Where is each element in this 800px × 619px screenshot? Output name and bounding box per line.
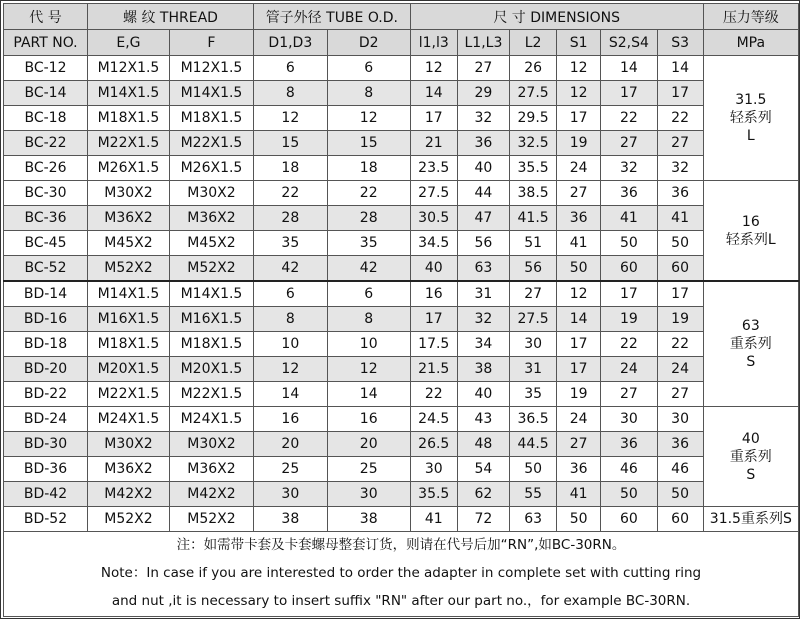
pressure-rating xyxy=(703,181,798,282)
pressure-line: 31.5 xyxy=(735,92,767,108)
cell-l1: 16 xyxy=(410,281,457,307)
cell-s3: 50 xyxy=(657,482,703,507)
cell-s1: 17 xyxy=(557,357,601,382)
dimension-table xyxy=(3,3,799,532)
cell-f: M14X1.5 xyxy=(169,281,253,307)
cell-s3: 22 xyxy=(657,106,703,131)
table-row xyxy=(4,256,799,282)
cell-d2: 12 xyxy=(327,357,410,382)
cell-f: M20X1.5 xyxy=(169,357,253,382)
cell-f: M14X1.5 xyxy=(169,81,253,106)
cell-s3: 17 xyxy=(657,81,703,106)
cell-d1: 12 xyxy=(253,357,327,382)
cell-d1: 30 xyxy=(253,482,327,507)
cell-l2: 41.5 xyxy=(510,206,557,231)
cell-d2: 12 xyxy=(327,106,410,131)
cell-l1: 43 xyxy=(457,407,509,432)
cell-d2: 35 xyxy=(327,231,410,256)
cell-eg: M22X1.5 xyxy=(88,131,170,156)
cell-l2: 36.5 xyxy=(510,407,557,432)
cell-eg: M12X1.5 xyxy=(88,56,170,81)
cell-l1: 23.5 xyxy=(410,156,457,181)
cell-l2: 56 xyxy=(510,256,557,282)
cell-part: BC-52 xyxy=(4,256,88,282)
cell-f: M30X2 xyxy=(169,181,253,206)
cell-l1: 54 xyxy=(457,457,509,482)
header-eg: E,G xyxy=(88,30,170,56)
cell-l1: 17 xyxy=(410,307,457,332)
header-l1l3: l1,l3 xyxy=(410,30,457,56)
pressure-line: 63 xyxy=(741,318,760,334)
cell-l1: 24.5 xyxy=(410,407,457,432)
pressure-rating xyxy=(703,56,798,181)
cell-s3: 22 xyxy=(657,332,703,357)
cell-l2: 27.5 xyxy=(510,81,557,106)
cell-s1: 12 xyxy=(557,56,601,81)
cell-eg: M30X2 xyxy=(88,432,170,457)
cell-s3: 27 xyxy=(657,131,703,156)
cell-l1: 31 xyxy=(457,281,509,307)
cell-s2: 30 xyxy=(601,407,657,432)
table-row xyxy=(4,156,799,181)
cell-part: BC-30 xyxy=(4,181,88,206)
cell-s1: 50 xyxy=(557,507,601,532)
order-note xyxy=(3,531,799,617)
header-mpa: MPa xyxy=(703,30,798,56)
cell-s2: 60 xyxy=(601,256,657,282)
cell-part: BC-12 xyxy=(4,56,88,81)
cell-d1: 6 xyxy=(253,281,327,307)
cell-part: BD-20 xyxy=(4,357,88,382)
cell-l1: 56 xyxy=(457,231,509,256)
cell-part: BD-18 xyxy=(4,332,88,357)
table-row xyxy=(4,56,799,81)
cell-f: M36X2 xyxy=(169,206,253,231)
pressure-rating xyxy=(703,281,798,407)
header-L1L3: L1,L3 xyxy=(457,30,509,56)
header-L2: L2 xyxy=(510,30,557,56)
cell-l1: 35.5 xyxy=(410,482,457,507)
cell-part: BC-26 xyxy=(4,156,88,181)
cell-part: BC-45 xyxy=(4,231,88,256)
header-dimensions: 尺 寸 DIMENSIONS xyxy=(410,4,703,30)
cell-d1: 28 xyxy=(253,206,327,231)
cell-d1: 38 xyxy=(253,507,327,532)
cell-eg: M26X1.5 xyxy=(88,156,170,181)
cell-l1: 40 xyxy=(457,382,509,407)
pressure-line: S xyxy=(746,466,756,483)
cell-f: M30X2 xyxy=(169,432,253,457)
cell-s3: 36 xyxy=(657,181,703,206)
cell-part: BC-36 xyxy=(4,206,88,231)
cell-s2: 27 xyxy=(601,382,657,407)
cell-l1: 26.5 xyxy=(410,432,457,457)
pressure-line: 轻系列 xyxy=(729,110,772,126)
cell-s1: 24 xyxy=(557,156,601,181)
cell-eg: M52X2 xyxy=(88,256,170,282)
cell-d1: 16 xyxy=(253,407,327,432)
cell-l1: 21.5 xyxy=(410,357,457,382)
cell-s2: 22 xyxy=(601,106,657,131)
cell-s3: 36 xyxy=(657,432,703,457)
cell-s2: 14 xyxy=(601,56,657,81)
pressure-line: 轻系列L xyxy=(725,231,776,248)
cell-part: BD-22 xyxy=(4,382,88,407)
cell-d2: 20 xyxy=(327,432,410,457)
table-row xyxy=(4,106,799,131)
cell-l2: 44.5 xyxy=(510,432,557,457)
cell-f: M52X2 xyxy=(169,256,253,282)
cell-s1: 17 xyxy=(557,332,601,357)
cell-l1: 44 xyxy=(457,181,509,206)
cell-s1: 36 xyxy=(557,206,601,231)
cell-s2: 36 xyxy=(601,432,657,457)
cell-l1: 12 xyxy=(410,56,457,81)
table-row xyxy=(4,131,799,156)
cell-s2: 24 xyxy=(601,357,657,382)
cell-d1: 8 xyxy=(253,81,327,106)
cell-l1: 63 xyxy=(457,256,509,282)
table-row xyxy=(4,432,799,457)
cell-f: M18X1.5 xyxy=(169,106,253,131)
cell-d1: 18 xyxy=(253,156,327,181)
table-row xyxy=(4,407,799,432)
cell-s3: 60 xyxy=(657,507,703,532)
cell-d1: 15 xyxy=(253,131,327,156)
cell-part: BD-24 xyxy=(4,407,88,432)
cell-part: BD-36 xyxy=(4,457,88,482)
cell-l2: 50 xyxy=(510,457,557,482)
cell-l1: 27.5 xyxy=(410,181,457,206)
cell-l1: 30.5 xyxy=(410,206,457,231)
cell-d1: 22 xyxy=(253,181,327,206)
cell-f: M24X1.5 xyxy=(169,407,253,432)
cell-f: M16X1.5 xyxy=(169,307,253,332)
cell-s2: 46 xyxy=(601,457,657,482)
cell-s1: 27 xyxy=(557,432,601,457)
header-d2: D2 xyxy=(327,30,410,56)
cell-d2: 22 xyxy=(327,181,410,206)
header-f: F xyxy=(169,30,253,56)
cell-d2: 6 xyxy=(327,281,410,307)
pressure-line: 重系列 xyxy=(729,448,772,465)
cell-d2: 25 xyxy=(327,457,410,482)
cell-s1: 36 xyxy=(557,457,601,482)
cell-s2: 17 xyxy=(601,281,657,307)
cell-f: M26X1.5 xyxy=(169,156,253,181)
cell-s2: 19 xyxy=(601,307,657,332)
header-part-no: PART NO. xyxy=(4,30,88,56)
cell-d2: 8 xyxy=(327,81,410,106)
table-row xyxy=(4,332,799,357)
cell-part: BD-52 xyxy=(4,507,88,532)
cell-s1: 41 xyxy=(557,231,601,256)
cell-l2: 27.5 xyxy=(510,307,557,332)
cell-l2: 55 xyxy=(510,482,557,507)
cell-d2: 8 xyxy=(327,307,410,332)
cell-l1: 34.5 xyxy=(410,231,457,256)
header-thread: 螺 纹 THREAD xyxy=(88,4,254,30)
cell-l1: 40 xyxy=(410,256,457,282)
cell-eg: M45X2 xyxy=(88,231,170,256)
cell-s3: 17 xyxy=(657,281,703,307)
cell-eg: M30X2 xyxy=(88,181,170,206)
table-header xyxy=(4,4,799,56)
table-row xyxy=(4,81,799,106)
cell-l2: 35.5 xyxy=(510,156,557,181)
cell-s1: 24 xyxy=(557,407,601,432)
cell-s1: 14 xyxy=(557,307,601,332)
cell-l1: 36 xyxy=(457,131,509,156)
cell-s1: 12 xyxy=(557,281,601,307)
cell-d2: 10 xyxy=(327,332,410,357)
cell-part: BD-30 xyxy=(4,432,88,457)
cell-l1: 41 xyxy=(410,507,457,532)
cell-d2: 6 xyxy=(327,56,410,81)
cell-eg: M14X1.5 xyxy=(88,281,170,307)
cell-f: M12X1.5 xyxy=(169,56,253,81)
cell-s2: 27 xyxy=(601,131,657,156)
cell-l1: 34 xyxy=(457,332,509,357)
cell-l1: 40 xyxy=(457,156,509,181)
cell-s1: 19 xyxy=(557,382,601,407)
cell-l1: 27 xyxy=(457,56,509,81)
cell-s1: 19 xyxy=(557,131,601,156)
header-tube-od: 管子外径 TUBE O.D. xyxy=(253,4,410,30)
cell-d2: 30 xyxy=(327,482,410,507)
cell-l2: 31 xyxy=(510,357,557,382)
cell-l1: 32 xyxy=(457,106,509,131)
cell-s1: 12 xyxy=(557,81,601,106)
cell-l1: 14 xyxy=(410,81,457,106)
cell-l2: 27 xyxy=(510,281,557,307)
cell-eg: M18X1.5 xyxy=(88,332,170,357)
cell-d1: 42 xyxy=(253,256,327,282)
cell-s3: 30 xyxy=(657,407,703,432)
pressure-line: 重系列 xyxy=(729,336,772,352)
cell-d2: 28 xyxy=(327,206,410,231)
cell-s2: 50 xyxy=(601,482,657,507)
cell-part: BC-22 xyxy=(4,131,88,156)
cell-eg: M36X2 xyxy=(88,206,170,231)
note-chinese: 注：如需带卡套及卡套螺母整套订货，则请在代号后加“RN”,如BC-30RN。 xyxy=(176,537,626,553)
table-row xyxy=(4,281,799,307)
cell-eg: M24X1.5 xyxy=(88,407,170,432)
cell-eg: M52X2 xyxy=(88,507,170,532)
note-english-line-2: and nut ,it is necessary to insert suffix "RN" after our part no.，for example BC-30RN. xyxy=(111,593,691,609)
cell-l2: 26 xyxy=(510,56,557,81)
pressure-line: 16 xyxy=(741,213,760,230)
cell-part: BD-14 xyxy=(4,281,88,307)
cell-s3: 32 xyxy=(657,156,703,181)
header-S3: S3 xyxy=(657,30,703,56)
cell-d2: 16 xyxy=(327,407,410,432)
cell-d1: 6 xyxy=(253,56,327,81)
cell-f: M22X1.5 xyxy=(169,131,253,156)
table-row xyxy=(4,482,799,507)
cell-d2: 18 xyxy=(327,156,410,181)
cell-s1: 41 xyxy=(557,482,601,507)
cell-s2: 17 xyxy=(601,81,657,106)
header-pressure: 压力等级 xyxy=(703,4,798,30)
cell-d2: 38 xyxy=(327,507,410,532)
cell-eg: M14X1.5 xyxy=(88,81,170,106)
cell-l1: 21 xyxy=(410,131,457,156)
header-d1d3: D1,D3 xyxy=(253,30,327,56)
cell-s1: 50 xyxy=(557,256,601,282)
pressure-rating xyxy=(703,407,798,507)
cell-f: M52X2 xyxy=(169,507,253,532)
cell-part: BD-16 xyxy=(4,307,88,332)
cell-l1: 72 xyxy=(457,507,509,532)
table-row xyxy=(4,181,799,206)
table-row xyxy=(4,307,799,332)
cell-l2: 51 xyxy=(510,231,557,256)
cell-d1: 25 xyxy=(253,457,327,482)
cell-l1: 17 xyxy=(410,106,457,131)
pressure-rating xyxy=(703,507,798,532)
cell-s1: 17 xyxy=(557,106,601,131)
cell-d1: 12 xyxy=(253,106,327,131)
pressure-line: S xyxy=(746,354,756,370)
cell-l2: 38.5 xyxy=(510,181,557,206)
cell-l2: 32.5 xyxy=(510,131,557,156)
cell-s2: 60 xyxy=(601,507,657,532)
header-S1: S1 xyxy=(557,30,601,56)
header-S2S4: S2,S4 xyxy=(601,30,657,56)
cell-l1: 62 xyxy=(457,482,509,507)
cell-s2: 41 xyxy=(601,206,657,231)
cell-d2: 15 xyxy=(327,131,410,156)
cell-s3: 14 xyxy=(657,56,703,81)
cell-d2: 14 xyxy=(327,382,410,407)
cell-l1: 29 xyxy=(457,81,509,106)
cell-eg: M18X1.5 xyxy=(88,106,170,131)
cell-eg: M36X2 xyxy=(88,457,170,482)
cell-l1: 22 xyxy=(410,382,457,407)
cell-f: M18X1.5 xyxy=(169,332,253,357)
header-code: 代 号 xyxy=(4,4,88,30)
cell-s2: 50 xyxy=(601,231,657,256)
cell-eg: M16X1.5 xyxy=(88,307,170,332)
header-row-2 xyxy=(4,30,799,56)
pressure-line: 40 xyxy=(741,430,760,447)
cell-s3: 50 xyxy=(657,231,703,256)
cell-l2: 35 xyxy=(510,382,557,407)
table-row xyxy=(4,206,799,231)
table-row xyxy=(4,382,799,407)
cell-l1: 17.5 xyxy=(410,332,457,357)
table-body xyxy=(4,56,799,532)
cell-l2: 30 xyxy=(510,332,557,357)
cell-s3: 60 xyxy=(657,256,703,282)
cell-d2: 42 xyxy=(327,256,410,282)
cell-l1: 30 xyxy=(410,457,457,482)
cell-s3: 27 xyxy=(657,382,703,407)
cell-s3: 24 xyxy=(657,357,703,382)
pressure-line: 31.5重系列S xyxy=(709,511,792,527)
cell-eg: M42X2 xyxy=(88,482,170,507)
table-row xyxy=(4,457,799,482)
cell-part: BC-14 xyxy=(4,81,88,106)
cell-eg: M22X1.5 xyxy=(88,382,170,407)
cell-f: M22X1.5 xyxy=(169,382,253,407)
cell-s3: 19 xyxy=(657,307,703,332)
cell-l1: 47 xyxy=(457,206,509,231)
cell-d1: 8 xyxy=(253,307,327,332)
cell-s2: 22 xyxy=(601,332,657,357)
cell-d1: 10 xyxy=(253,332,327,357)
note-english-line-1: Note：In case if you are interested to order the adapter in complete set with cutting ring xyxy=(100,565,702,581)
cell-d1: 14 xyxy=(253,382,327,407)
cell-part: BC-18 xyxy=(4,106,88,131)
cell-l2: 63 xyxy=(510,507,557,532)
cell-l1: 38 xyxy=(457,357,509,382)
cell-d1: 20 xyxy=(253,432,327,457)
cell-s3: 46 xyxy=(657,457,703,482)
table-row xyxy=(4,231,799,256)
cell-s1: 27 xyxy=(557,181,601,206)
cell-d1: 35 xyxy=(253,231,327,256)
cell-l1: 48 xyxy=(457,432,509,457)
header-row-1 xyxy=(4,4,799,30)
cell-f: M42X2 xyxy=(169,482,253,507)
table-row xyxy=(4,357,799,382)
cell-part: BD-42 xyxy=(4,482,88,507)
cell-f: M36X2 xyxy=(169,457,253,482)
cell-eg: M20X1.5 xyxy=(88,357,170,382)
table-row xyxy=(4,507,799,532)
cell-s2: 36 xyxy=(601,181,657,206)
pressure-line: L xyxy=(746,128,755,144)
cell-l1: 32 xyxy=(457,307,509,332)
cell-f: M45X2 xyxy=(169,231,253,256)
cell-s2: 32 xyxy=(601,156,657,181)
cell-s3: 41 xyxy=(657,206,703,231)
cell-l2: 29.5 xyxy=(510,106,557,131)
